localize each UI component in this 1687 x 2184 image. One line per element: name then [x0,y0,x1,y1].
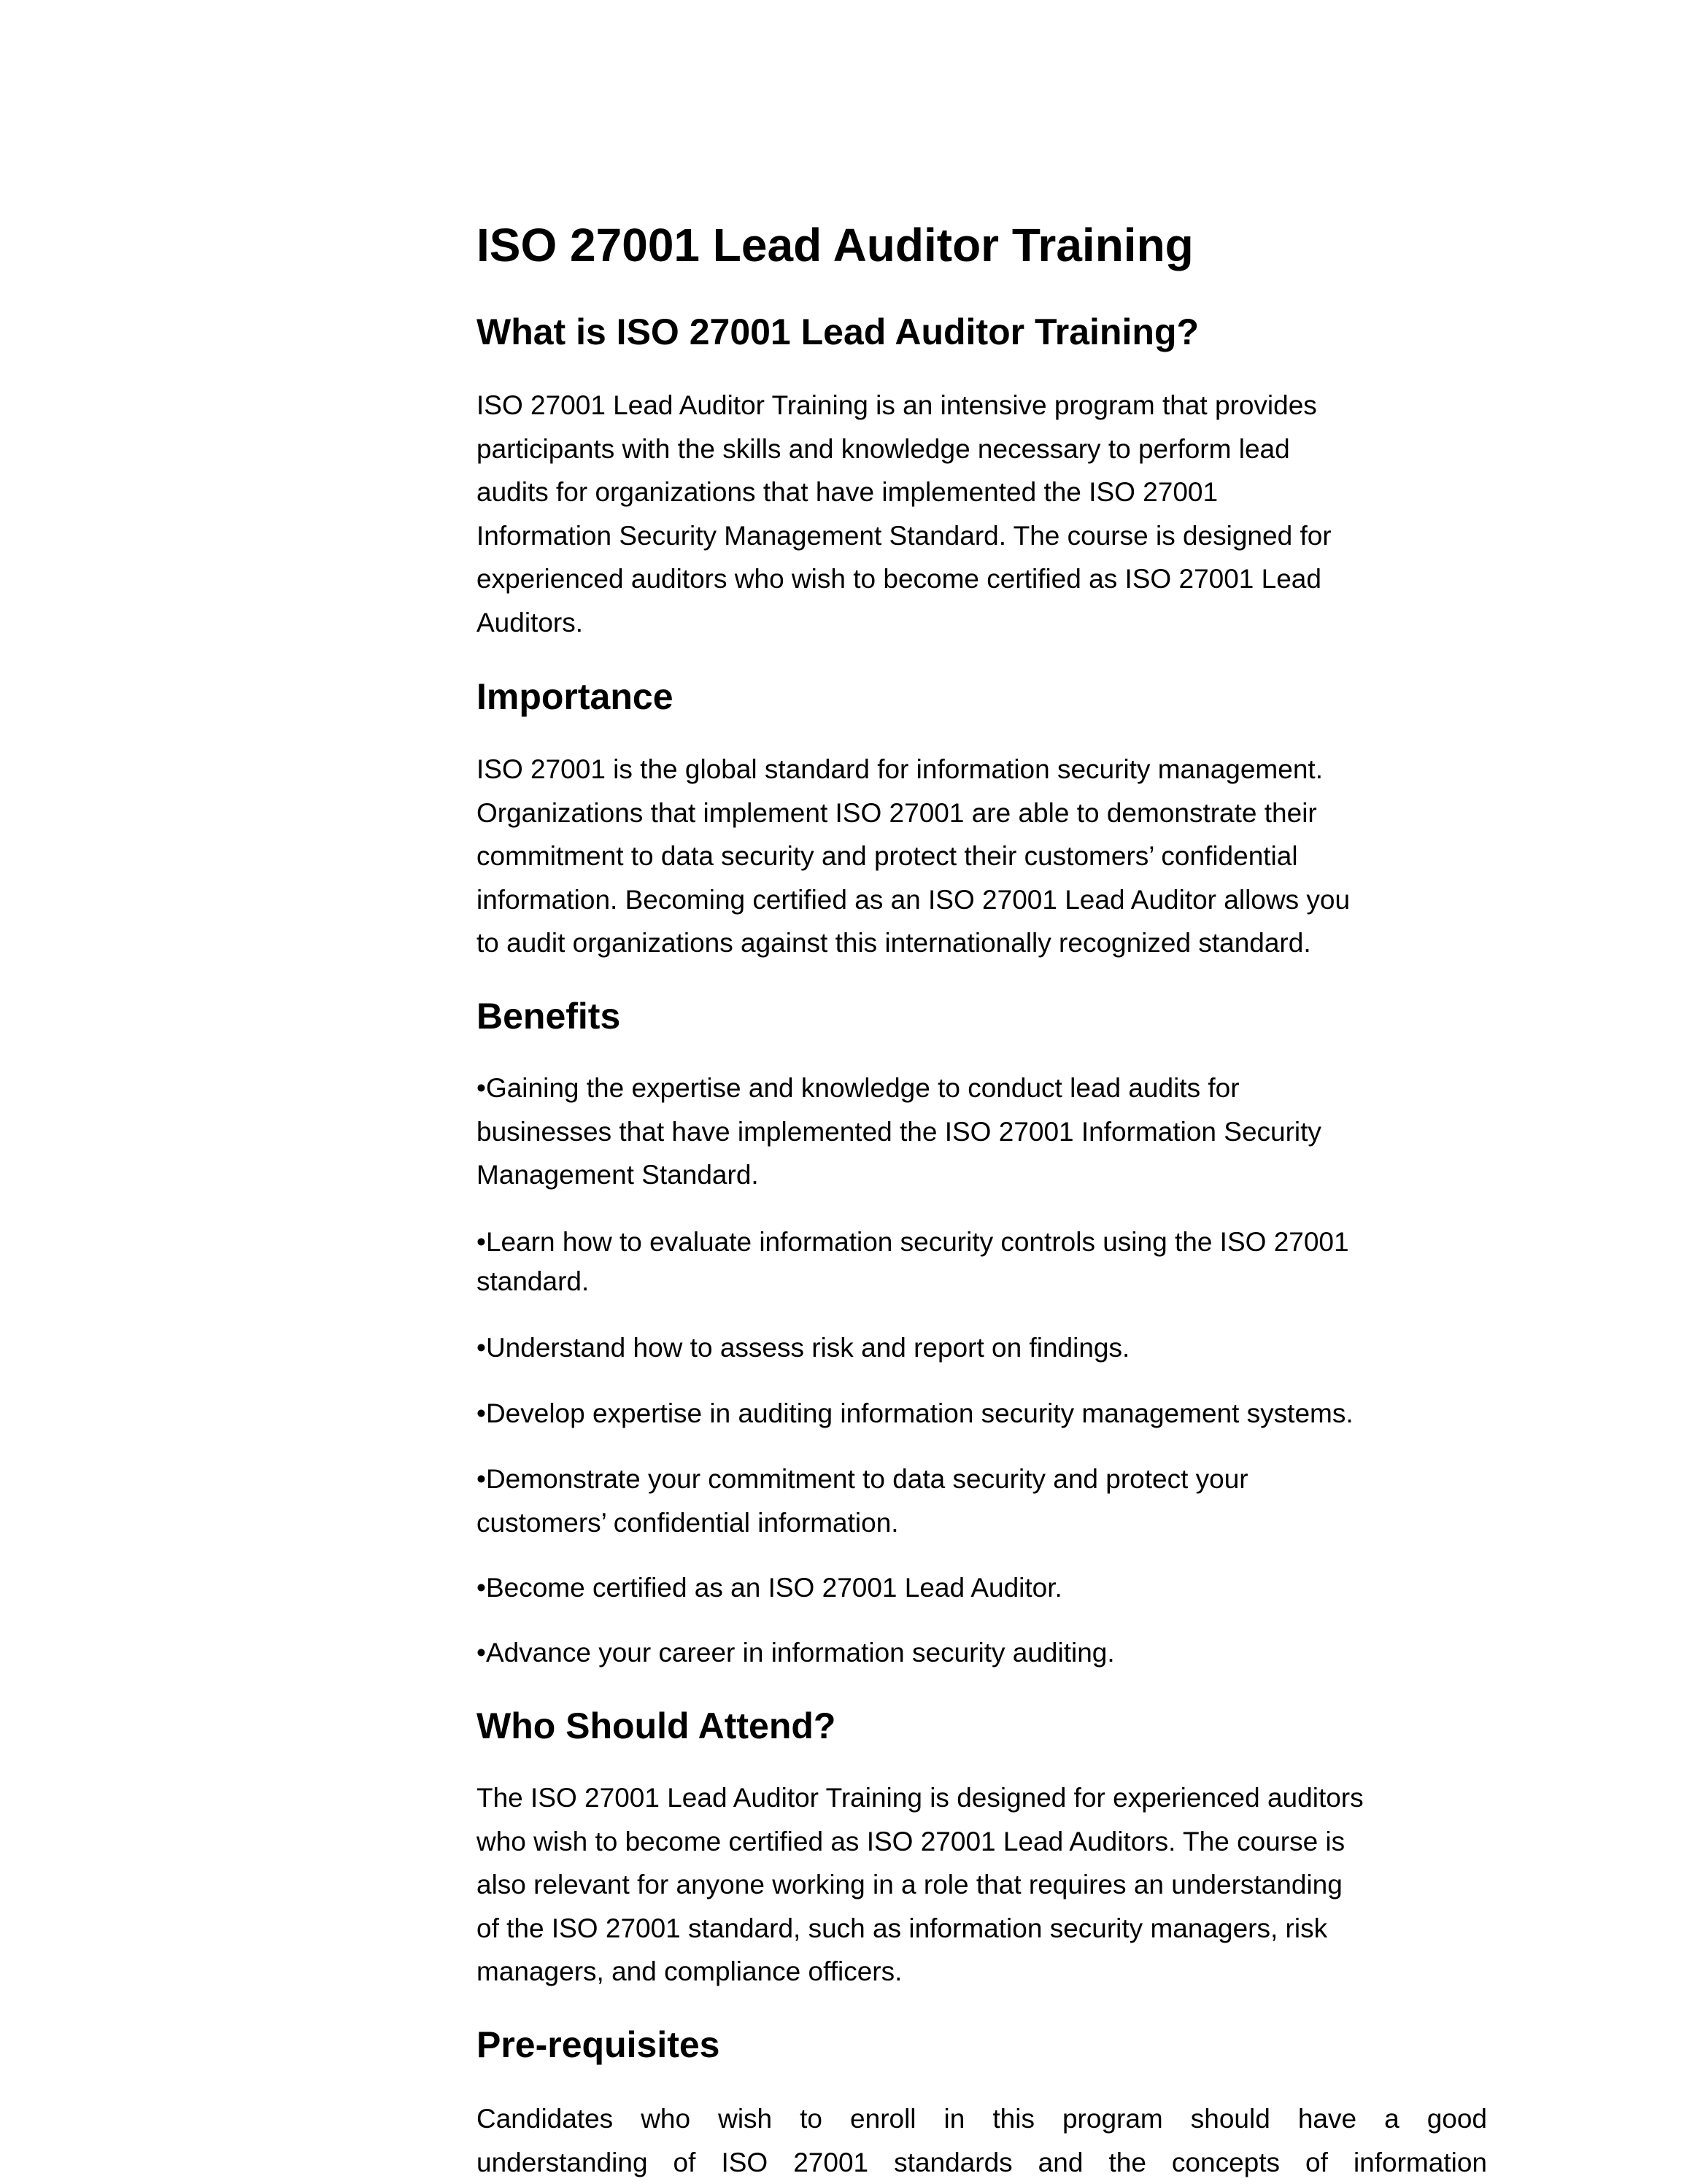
benefit-item [476,1223,1487,1301]
text-line: Management Standard. [476,1160,759,1190]
paragraph-what-is [476,384,1487,645]
text-line: also relevant for anyone working in a role that requires an understanding [476,1870,1343,1900]
text-line: to audit organizations against this internationally recognized standard. [476,928,1311,959]
text-line: businesses that have implemented the ISO 27001 Information Security [476,1116,1321,1147]
text-line: •Learn how to evaluate information security controls using the ISO 27001 [476,1227,1349,1257]
text-line: Organizations that implement ISO 27001 are able to demonstrate their [476,797,1317,828]
text-line: of the ISO 27001 standard, such as information security managers, risk [476,1913,1328,1943]
text-line: ISO 27001 Lead Auditor Training is an intensive program that provides [476,390,1317,420]
text-line: •Develop expertise in auditing information security management systems. [476,1398,1354,1428]
benefit-item [476,1566,1487,1610]
heading-who-should-attend: Who Should Attend? [476,1705,836,1746]
benefit-item [476,1457,1487,1544]
heading-benefits: Benefits [476,996,621,1037]
paragraph-who-should-attend [476,1776,1487,1994]
benefit-item [476,1066,1487,1197]
text-line: The ISO 27001 Lead Auditor Training is designed for experienced auditors [476,1783,1364,1813]
heading-importance: Importance [476,676,673,717]
text-line: information. Becoming certified as an ISO 27001 Lead Auditor allows you [476,884,1351,915]
text-line: •Gaining the expertise and knowledge to conduct lead audits for [476,1073,1240,1103]
benefit-item [476,1326,1487,1370]
paragraph-prerequisites [476,2097,1487,2184]
text-line: •Demonstrate your commitment to data security and protect your [476,1464,1248,1494]
heading-what-is: What is ISO 27001 Lead Auditor Training? [476,311,1199,352]
benefit-item [476,1392,1487,1436]
text-line: standard. [476,1266,590,1296]
paragraph-importance [476,748,1487,965]
text-line: experienced auditors who wish to become certified as ISO 27001 Lead [476,564,1321,595]
text-line: managers, and compliance officers. [476,1956,903,1987]
text-line: understanding of ISO 27001 standards and the concepts of information [476,2147,1487,2177]
text-line: •Understand how to assess risk and report on findings. [476,1333,1130,1363]
page-title: ISO 27001 Lead Auditor Training [476,219,1194,271]
text-line: ISO 27001 is the global standard for information security management. [476,754,1323,784]
text-line: participants with the skills and knowledge necessary to perform lead [476,433,1290,464]
text-line: Candidates who wish to enroll in this program should have a good [476,2104,1487,2134]
text-line: •Become certified as an ISO 27001 Lead Auditor. [476,1573,1062,1603]
heading-prerequisites: Pre-requisites [476,2024,720,2065]
text-line: Auditors. [476,607,584,638]
text-line: •Advance your career in information security auditing. [476,1638,1115,1668]
text-line: Information Security Management Standard. The course is designed for [476,520,1332,551]
text-line: who wish to become certified as ISO 27001 Lead Auditors. The course is [476,1826,1346,1856]
text-line: customers’ confidential information. [476,1507,899,1538]
benefit-item [476,1631,1487,1675]
text-line: commitment to data security and protect their customers’ confidential [476,841,1298,872]
text-line: audits for organizations that have implemented the ISO 27001 [476,477,1219,508]
